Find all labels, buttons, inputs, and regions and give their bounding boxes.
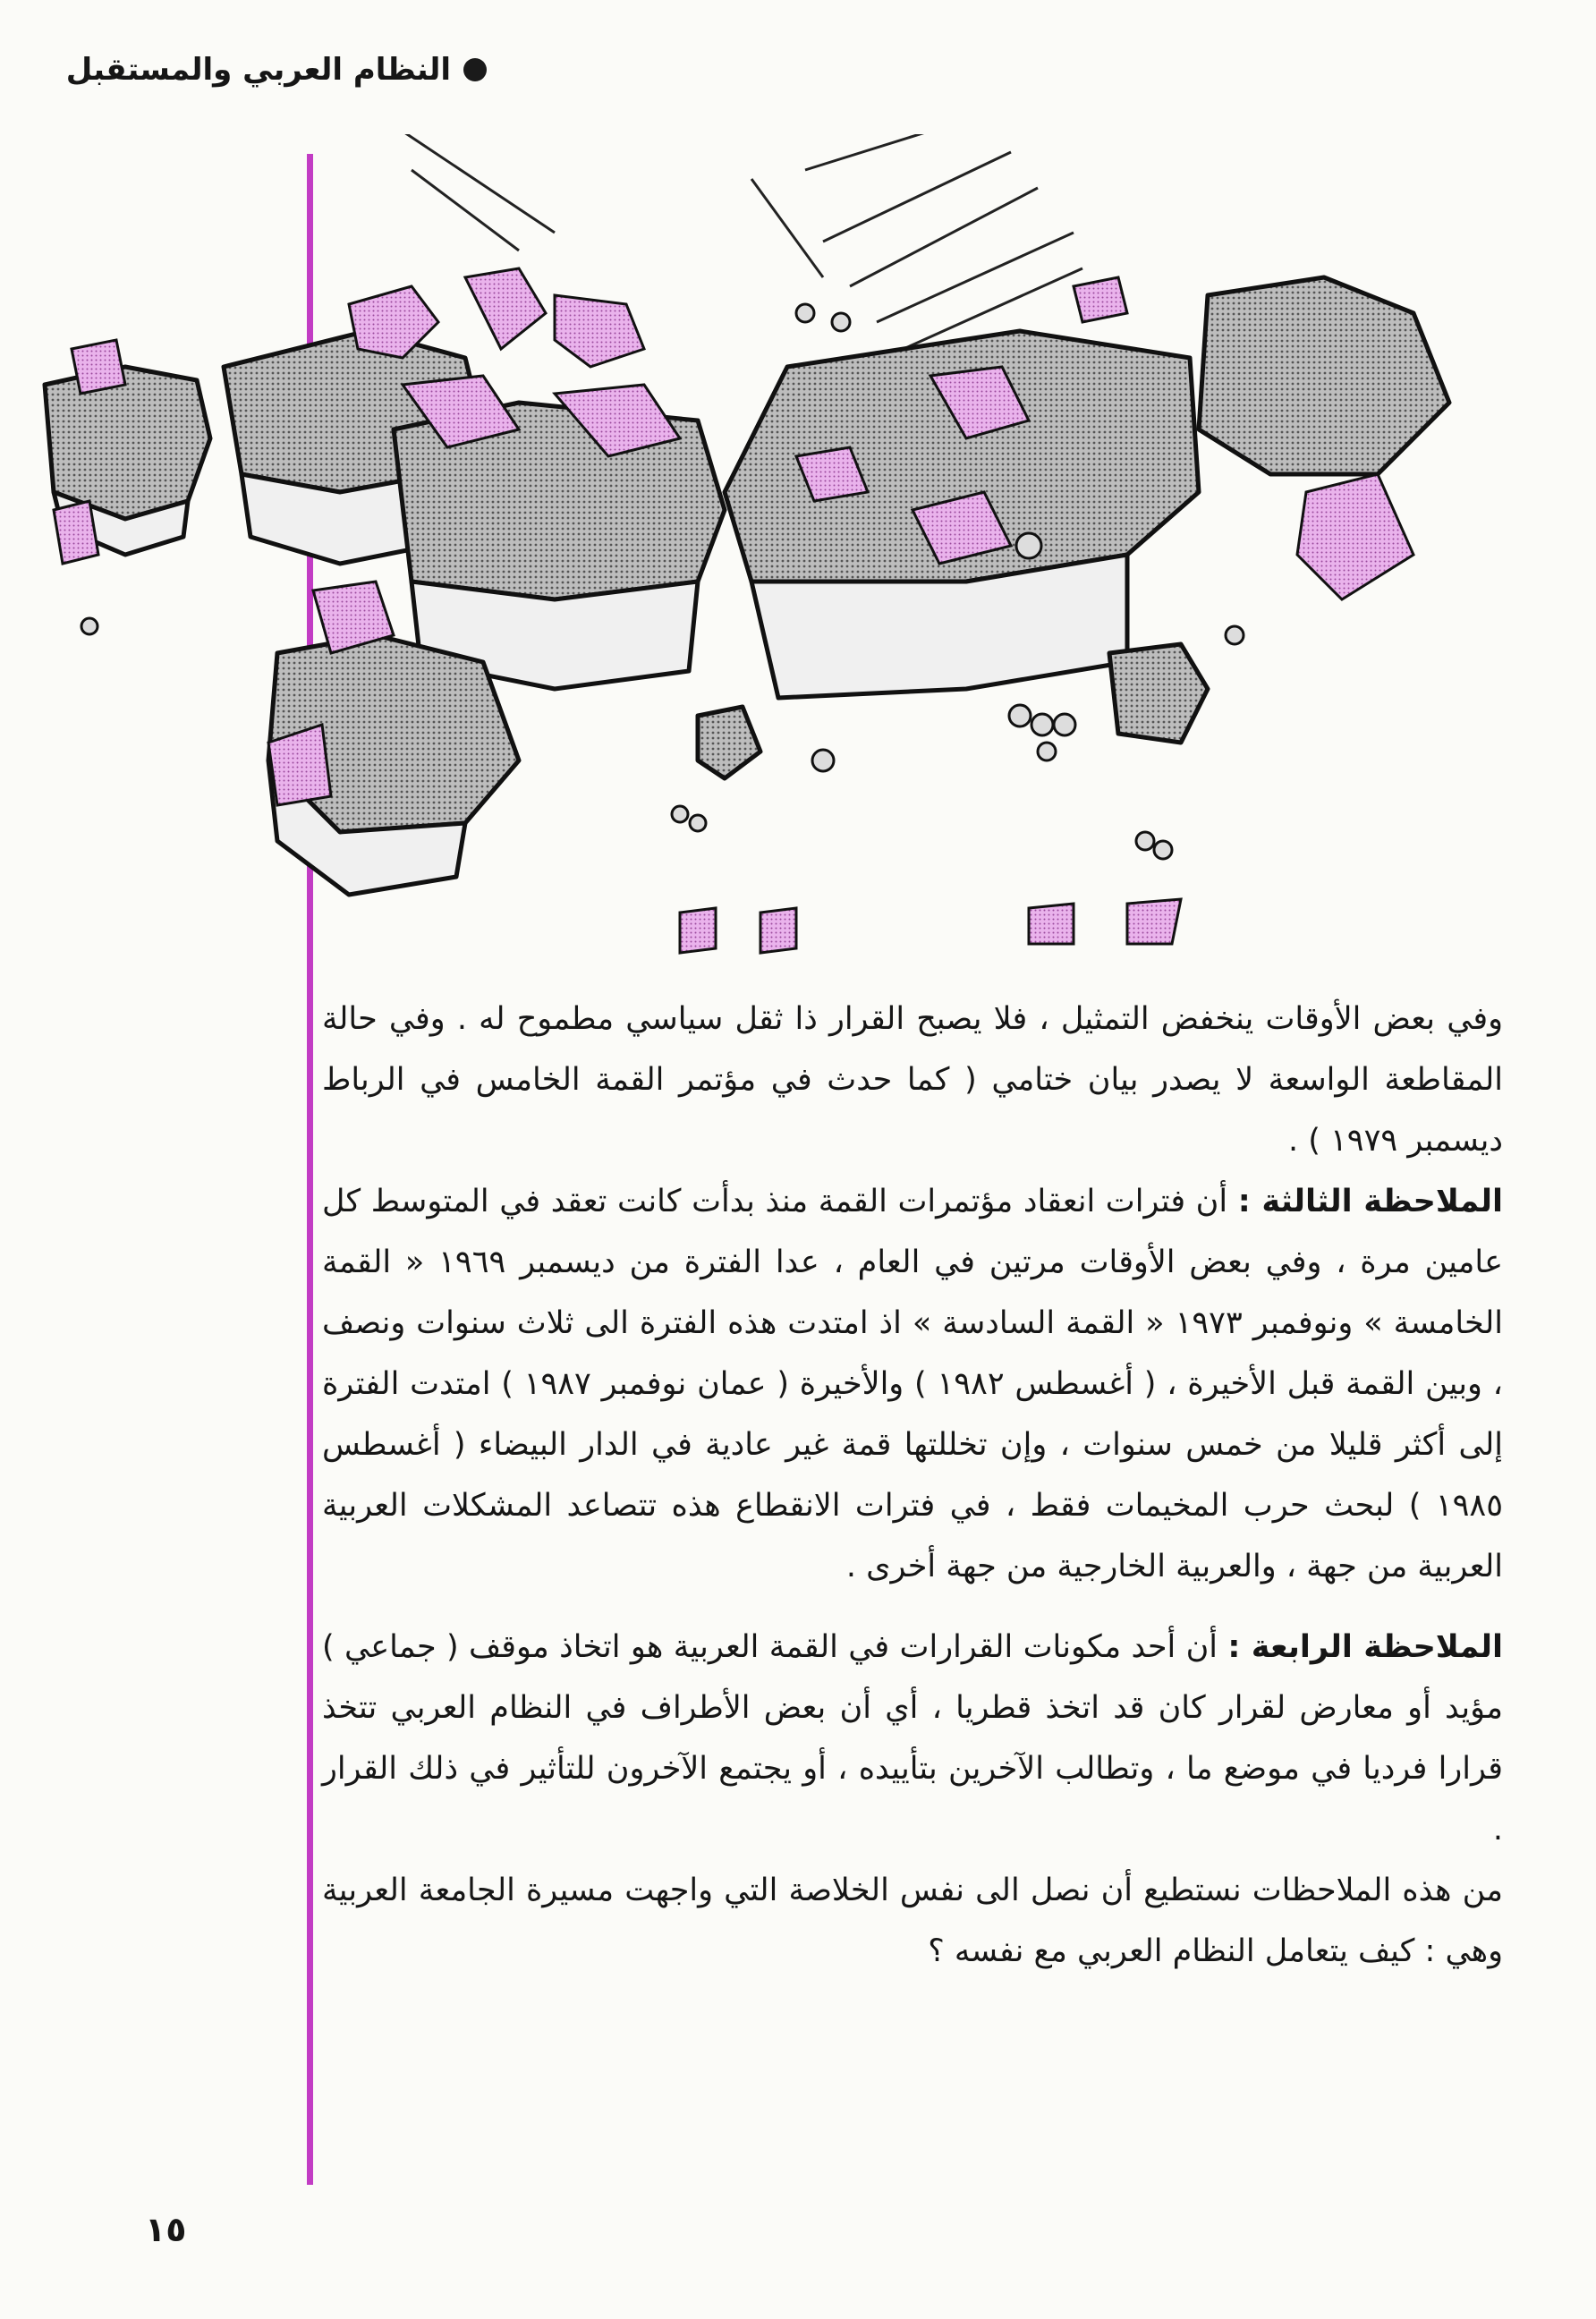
paragraph-2 (322, 1171, 1503, 1597)
note-3-heading: الملاحظة الثالثة : (1237, 1184, 1504, 1219)
paragraph-3-text: أن أحد مكونات القرارات في القمة العربية هو اتخاذ موقف ( جماعي ) مؤيد أو معارض لقرار كان قد اتخذ قطريا ، أي أن بعض الأطراف في النظام العربي تتخذ قرارا فرديا في موضع ما ، وتطالب الآخرين بتأييده ، أو يجتمع الآخرون للتأثير في ذلك القرار . (322, 1629, 1503, 1848)
note-4-heading: الملاحظة الرابعة : (1227, 1629, 1503, 1665)
page-number: ١٥ (145, 2210, 187, 2249)
header-title: النظام العربي والمستقبل (65, 52, 451, 88)
paragraph-3 (322, 1617, 1503, 1860)
paragraph-2-text: أن فترات انعقاد مؤتمرات القمة منذ بدأت كانت تعقد في المتوسط كل عامين مرة ، وفي بعض الأوقات مرتين في العام ، عدا الفترة من ديسمبر ١٩٦٩ « القمة الخامسة » ونوفمبر ١٩٧٣ « القمة السادسة » اذ امتدت هذه الفترة الى ثلاث سنوات ونصف ، وبين القمة قبل الأخيرة ، ( أغسطس ١٩٨٢ ) والأخيرة ( عمان نوفمبر ١٩٨٧ ) امتدت الفترة إلى أكثر قليلا من خمس سنوات ، وإن تخللتها قمة غير عادية في الدار البيضاء ( أغسطس ١٩٨٥ ) لبحث حرب المخيمات فقط ، في فترات الانقطاع هذه تتصاعد المشكلات العربية العربية من جهة ، والعربية الخارجية من جهة أخرى . (322, 1184, 1504, 1584)
paragraph-4-text: من هذه الملاحظات نستطيع أن نصل الى نفس الخلاصة التي واجهت مسيرة الجامعة العربية وهي : كيف يتعامل النظام العربي مع نفسه ؟ (322, 1873, 1503, 1969)
paragraph-1-text: وفي بعض الأوقات ينخفض التمثيل ، فلا يصبح القرار ذا ثقل سياسي مطموح له . وفي حالة المقاطعة الواسعة لا يصدر بيان ختامي ( كما حدث في مؤتمر القمة الخامس في الرباط ديسمبر ١٩٧٩ ) . (322, 1001, 1503, 1159)
body-text (322, 989, 1503, 1982)
crumbling-map-illustration (18, 134, 1539, 975)
bullet-icon (463, 58, 487, 81)
paragraph-1 (322, 989, 1503, 1171)
running-header (66, 52, 487, 88)
paragraph-4 (322, 1860, 1503, 1982)
